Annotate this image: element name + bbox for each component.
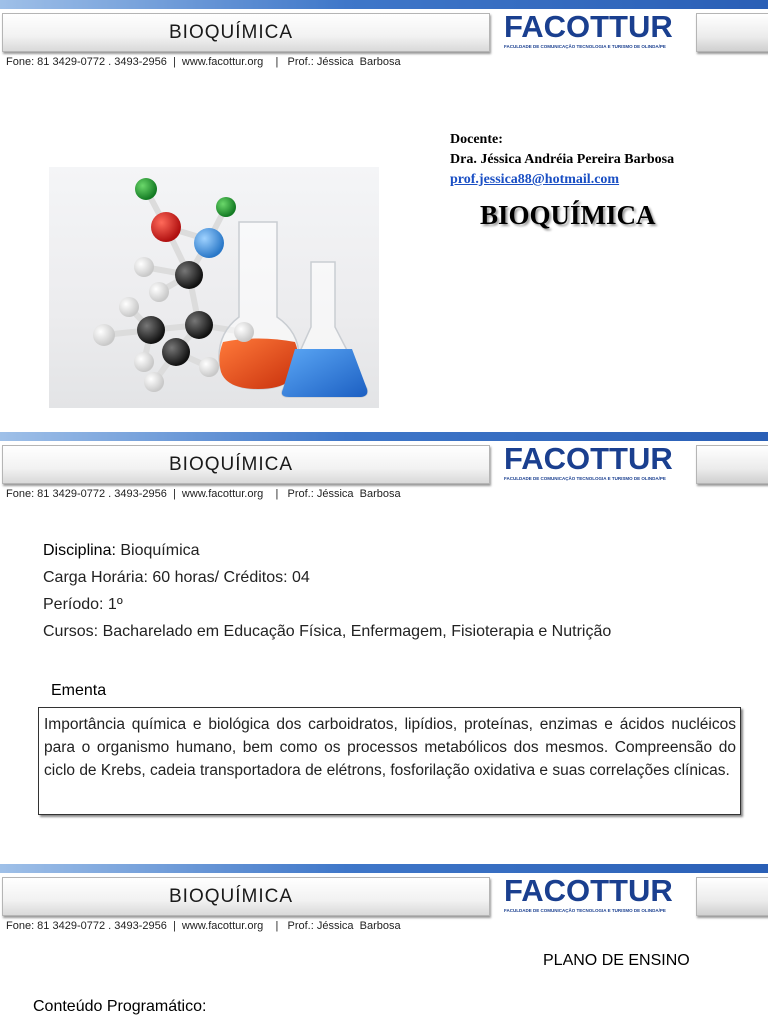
docente-label: Docente:	[450, 132, 503, 147]
plano-de-ensino-heading: PLANO DE ENSINO	[543, 952, 690, 969]
header-band	[0, 864, 768, 873]
logo-subtitle: FACULDADE DE COMUNICAÇÃO TECNOLOGIA E TURISMO DE OLINDA/PE	[504, 476, 666, 481]
contact-line: Fone: 81 3429-0772 . 3493-2956 | www.facottur.org | Prof.: Jéssica Barbosa	[6, 56, 401, 68]
header-title-box	[2, 877, 490, 916]
slide-3	[0, 864, 768, 1024]
molecule-illustration	[49, 167, 379, 408]
facottur-logo	[496, 441, 692, 482]
header-tail-box	[696, 877, 768, 916]
logo-text: FACOTTUR	[504, 9, 673, 44]
header-tail-box	[696, 445, 768, 484]
slide-2	[0, 432, 768, 864]
ementa-label: Ementa	[51, 682, 107, 699]
header-band	[0, 0, 768, 9]
logo-subtitle: FACULDADE DE COMUNICAÇÃO TECNOLOGIA E TURISMO DE OLINDA/PE	[504, 44, 666, 49]
contact-line: Fone: 81 3429-0772 . 3493-2956 | www.facottur.org | Prof.: Jéssica Barbosa	[6, 488, 401, 500]
cursos: Cursos: Bacharelado em Educação Física, Enfermagem, Fisioterapia e Nutrição	[43, 623, 612, 640]
periodo: Período: 1º	[43, 596, 123, 613]
slide-header	[0, 9, 768, 53]
header-title: BIOQUÍMICA	[169, 22, 294, 43]
logo-text: FACOTTUR	[504, 873, 673, 908]
facottur-logo	[496, 9, 692, 50]
disciplina-row	[43, 537, 611, 564]
disciplina-label: Disciplina:	[43, 542, 116, 559]
contact-line: Fone: 81 3429-0772 . 3493-2956 | www.facottur.org | Prof.: Jéssica Barbosa	[6, 920, 401, 932]
slide-header	[0, 441, 768, 485]
header-title: BIOQUÍMICA	[169, 886, 294, 907]
logo-text: FACOTTUR	[504, 441, 673, 476]
carga-horaria: Carga Horária: 60 horas/ Créditos: 04	[43, 569, 310, 586]
docente-info	[450, 130, 674, 190]
header-band	[0, 432, 768, 441]
docente-name: Dra. Jéssica Andréia Pereira Barbosa	[450, 152, 675, 167]
slide-header	[0, 873, 768, 917]
logo-subtitle: FACULDADE DE COMUNICAÇÃO TECNOLOGIA E TURISMO DE OLINDA/PE	[504, 908, 666, 913]
header-tail-box	[696, 13, 768, 52]
conteudo-programatico-heading: Conteúdo Programático:	[33, 998, 207, 1015]
slide-1	[0, 0, 768, 432]
disciplina-value: Bioquímica	[120, 542, 200, 559]
header-title: BIOQUÍMICA	[169, 454, 294, 475]
ementa-box: Importância química e biológica dos carboidratos, lipídios, proteínas, enzimas e ácidos nucléicos para o organismo humano, bem como os processos metabólicos dos mesmos. Compreensão do ciclo de Krebs, cadeia transportadora de elétrons, fosforilação oxidativa e suas correlações clínicas.	[38, 707, 741, 815]
header-title-box	[2, 445, 490, 484]
header-title-box	[2, 13, 490, 52]
molecule-flask-photo	[49, 167, 379, 408]
course-title: BIOQUÍMICA	[480, 200, 656, 230]
docente-email-link[interactable]: prof.jessica88@hotmail.com	[450, 172, 620, 187]
facottur-logo	[496, 873, 692, 914]
course-info	[43, 537, 611, 645]
